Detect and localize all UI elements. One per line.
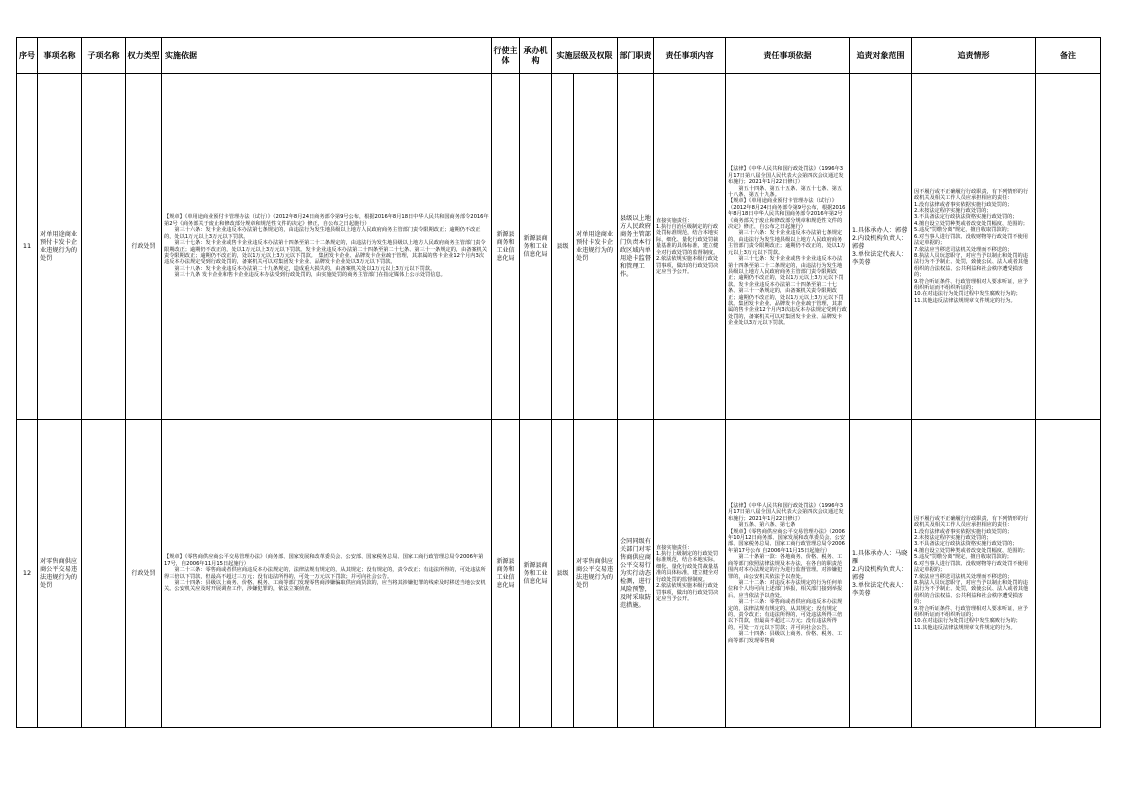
row-resp: 直接实施责任： 1.执行自治区级制定的行政处罚标准规范，结合本地实际，细化、量化行政处罚裁量基准的具体标准，建立健全对行政处罚的监督制度。 2.依法依规实施本级行政处罚事项，做出的行政处罚决定应当予公开。 [654, 74, 726, 420]
table-row [17, 74, 1101, 420]
header-resp-basis: 责任事项依据 [726, 38, 850, 74]
header-seq: 序号 [17, 38, 38, 74]
header-situation: 追责情形 [912, 38, 1036, 74]
row-duty: 县级以上地方人民政府商务主管部门负责本行政区域内单用途卡监督和管理工作。 [618, 74, 654, 420]
row-subitem [82, 420, 126, 728]
row-level: 县级 [552, 420, 574, 728]
header-duty: 部门职责 [618, 38, 654, 74]
row-level: 县级 [552, 74, 574, 420]
header-subject: 行使主体 [492, 38, 520, 74]
row-target: 1.具体承办人：马晓雁 2.内设机构负责人：郭蓉 3.单位法定代表人：李美蓉 [850, 420, 912, 728]
row-level-power: 对单用途商业预付卡发卡企业违规行为的处罚 [574, 74, 618, 420]
header-subitem: 子项名称 [82, 38, 126, 74]
row-remark [1036, 74, 1101, 420]
row-duty: 会同同级有关部门对零售商供应商公平交易行为实行动态检测，进行风险预警，及时采取防范措施。 [618, 420, 654, 728]
row-situation: 因不履行或不正确履行行政职责，有下列情形的行政机关及相关工作人员应承担相应的责任： 1.没有法律或者事实依据实施行政处罚的； 2.未按法定程序实施行政处罚的； 3.不具备法定行政执法资格实施行政处罚的； 4.擅自设立处罚种类或者改变处罚幅度、范围的； 5.违反"罚缴分离"规定，擅自收取罚款的； 6.对当事人进行罚款、没收财物等行政处罚不使用法定单据的； 7.依法应当移送司法机关处理而不移送的； 8.执法人员玩忽职守，对应当予以制止和处罚的违法行为不予制止、处罚，致使公民、法人或者其他组织的合法权益、公共利益和社会秩序遭受损害的； 9.符合听证条件、行政管理相对人要求听证，应予组织听证而不组织听证的； 10.在对违法行为处罚过程中发生腐败行为的； 11.其他违反法律法规规章文件规定的行为。 [912, 74, 1036, 420]
row-remark [1036, 420, 1101, 728]
header-remark: 备注 [1036, 38, 1101, 74]
row-seq: 11 [17, 74, 38, 420]
row-resp-basis: 【法律】《中华人民共和国行政处罚法》（1996年3月17日第八届全国人民代表大会第四次会议通过发布施行；2021年1月22日修订） 第五十四条、第五十五条、第五十七条、第五十八条、第五十九条。 【规章】《单用途商业预付卡管理办法（试行）》（2012年8月24日商务部令第9号公布，根据2016年8月18日中华人民共和国商务部令2016年第2号《商务部关于废止和修改部分规章和规范性文件的决定》修正，自公布之日起施行） 第三十六条：发卡企业违反本办法第七条规定的，由违法行为发生地县级以上地方人民政府商务主管部门责令限期改正；逾期仍不改正的，处以1万元以上3万元以下罚款。 第三十七条：发卡企业或售卡企业违反本办法第十四条至第二十二条规定的，由违法行为发生地县级以上地方人民政府商务主管部门责令限期改正；逾期仍不改正的，处以1万元以上3万元以下罚款。发卡企业违反本办法第二十四条至第二十七条、第三十一条规定的，由备案机关责令限期改正；逾期仍不改正的，处以1万元以上3万元以下罚款。集团发卡企业、品牌发卡企业疏于管理，其隶属的售卡企业12个月内3次违反本办法规定受到行政处罚的，备案机关可以对集团发卡企业、品牌发卡企业处以3万元以下罚款。 [726, 74, 850, 420]
header-item: 事项名称 [38, 38, 82, 74]
header-power-type: 权力类型 [126, 38, 162, 74]
row-situation: 因不履行或不正确履行行政职责，有下列情形的行政机关及相关工作人员应承担相应的责任： 1.没有法律或者事实依据实施行政处罚的； 2.未按法定程序实施行政处罚的； 3.不具备法定行政执法资格实施行政处罚的； 4.擅自设立处罚种类或者改变处罚幅度、范围的； 5.违反"罚缴分离"规定，擅自收取罚款的； 6.对当事人进行罚款、没收财物等行政处罚不使用法定单据的； 7.依法应当移送司法机关处理而不移送的； 8.执法人员玩忽职守，对应当予以制止和处罚的违法行为不予制止、处罚，致使公民、法人或者其他组织的合法权益、公共利益和社会秩序遭受损害的； 9.符合听证条件、行政管理相对人要求听证，应予组织听证而不组织听证的； 10.在对违法行为处罚过程中发生腐败行为的； 11.其他违反法律法规规章文件规定的行为。 [912, 420, 1036, 728]
row-power-type: 行政处罚 [126, 420, 162, 728]
row-resp-basis: 【法律】《中华人民共和国行政处罚法》（1996年3月17日第八届全国人民代表大会第四次会议通过发布施行；2021年1月22日修订） 第五条、第六条、第七条 【规章】《零售商供应商公平交易管理办法》（2006年10月12日商务部、国家发展和改革委员会、公安部、国家税务总局、国家工商行政管理总局令2006年第17号公布 自2006年11月15日起施行） 第二十条第一款：各地商务、价格、税务、工商等部门依照法律法规及本办法，在各自的职责范围内对本办法规定的行为进行监督管理。对涉嫌犯罪的，由公安机关依法予以查处。 第二十二条：对违反本办法规定的行为任何单位和个人均可向上述部门举报，相关部门接到举报后，应当依法予以查处。 第二十三条：零售商或者供应商违反本办法规定的，法律法规有规定的，从其规定；没有规定的，责令改正；有违法所得的，可处违法所得三倍以下罚款，但最高不超过三万元；没有违法所得的，可处一万元以下罚款；并可向社会公告。 第二十四条：县级以上商务、价格、税务、工商等部门发现零售商 [726, 420, 850, 728]
header-row [17, 38, 1101, 74]
header-level: 实施层级及权限 [552, 38, 618, 74]
row-level-power: 对零售商供应商公平交易违法违规行为的处罚 [574, 420, 618, 728]
row-basis: 【规章】《零售商供应商公平交易管理办法》（商务部、国家发展和改革委员会、公安部、国家税务总局、国家工商行政管理总局令2006年第17号，自2006年11月15日起施行） 第二十三条：零售商或者供应商违反本办法规定的，法律法规有规定的，从其规定；没有规定的，责令改正；有违法所得的，可处违法所得三倍以下罚款，但最高不超过三万元；没有违法所得的，可处一万元以下罚款；并可向社会公告。 第二十四条：县级以上商务、价格、税务、工商等部门发现零售商涉嫌骗取供应商货款的，应当将其涉嫌犯罪的线索及时移送当地公安机关。公安机关应及时开展调查工作，涉嫌犯罪的，依法立案侦查。 [162, 420, 492, 728]
document-sheet [16, 37, 1100, 729]
row-resp: 直接实施责任： 1.执行上级制定的行政处罚标准规范，结合本地实际，细化、量化行政处罚裁量基准的具体标准，建立健全对行政处罚的监督制度。 2.依法依规实施本级行政处罚事项，做出的行政处罚决定应当予公开。 [654, 420, 726, 728]
row-handler: 新源县商务和工业信息化局 [520, 74, 552, 420]
row-handler: 新源县商务和工业信息化局 [520, 420, 552, 728]
row-basis: 【规章】《单用途商业预付卡管理办法（试行）》（2012年8月24日商务部令第9号公布，根据2016年8月18日中华人民共和国商务部令2016年第2号《商务部关于废止和修改部分规章和规范性文件的决定》修正，自公布之日起施行） 第三十六条：发卡企业违反本办法第七条规定的，由违法行为发生地县级以上地方人民政府商务主管部门责令限期改正；逾期仍不改正的，处以1万元以上3万元以下罚款。 第三十七条：发卡企业或售卡企业违反本办法第十四条至第二十二条规定的，由违法行为发生地县级以上地方人民政府商务主管部门责令限期改正；逾期仍不改正的，处以1万元以上3万元以下罚款。发卡企业违反本办法第二十四条至第二十七条、第三十一条规定的，由备案机关责令限期改正；逾期仍不改正的，处以1万元以上3万元以下罚款。 集团发卡企业、品牌发卡企业疏于管理，其隶属的售卡企业12个月内3次违反本办法规定受到行政处罚的，备案机关可以对集团发卡企业、品牌发卡企业处以3万元以下罚款。 第三十八条：发卡企业违反本办法第二十九条规定，造成重大损失的，由备案机关处以1万元以上3万元以下罚款。 第三十九条 发卡企业和售卡企业违反本办法受到行政处罚的，由实施处罚的商务主管部门在指定媒体上公示处罚信息。 [162, 74, 492, 420]
row-subject: 新源县商务和工业信息化局 [492, 74, 520, 420]
row-item: 对单用途商业预付卡发卡企业违规行为的处罚 [38, 74, 82, 420]
table-row [17, 420, 1101, 728]
row-subject: 新源县商务和工业信息化局 [492, 420, 520, 728]
row-subitem [82, 74, 126, 420]
header-target: 追责对象范围 [850, 38, 912, 74]
row-power-type: 行政处罚 [126, 74, 162, 420]
header-resp: 责任事项内容 [654, 38, 726, 74]
header-handler: 承办机构 [520, 38, 552, 74]
power-list-table [16, 37, 1101, 728]
row-seq: 12 [17, 420, 38, 728]
row-target: 1.具体承办人：郭蓉 2.内设机构负责人：郭蓉 3.单位法定代表人：李美蓉 [850, 74, 912, 420]
row-item: 对零售商供应商公平交易违法违规行为的处罚 [38, 420, 82, 728]
header-basis: 实施依据 [162, 38, 492, 74]
